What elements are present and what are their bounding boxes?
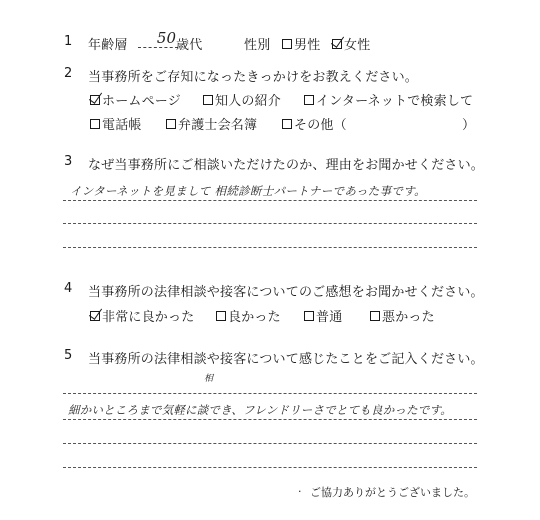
very-good-checkbox[interactable] (90, 311, 100, 321)
age-value-text: 50 (156, 29, 176, 47)
gender-option-male[interactable] (282, 34, 320, 53)
q5-answer-line-4 (63, 467, 477, 468)
good-label: 良かった (228, 310, 281, 325)
phonebook-label: 電話帳 (102, 118, 142, 133)
male-label: 男性 (294, 38, 321, 53)
q2-number: 2 (64, 66, 73, 81)
option-bad[interactable] (370, 306, 435, 325)
q3-answer-line-2 (63, 223, 477, 224)
option-good[interactable] (216, 306, 281, 325)
bar-directory-checkbox[interactable] (166, 119, 176, 129)
q5-question: 当事務所の法律相談や接客について感じたことをご記入ください。 (88, 352, 484, 367)
q2-question: 当事務所をご存知になったきっかけをお教えください。 (88, 70, 419, 85)
other-label: その他（ (294, 118, 347, 133)
acquaintance-checkbox[interactable] (203, 95, 213, 105)
other-checkbox[interactable] (282, 119, 292, 129)
female-checkbox[interactable] (332, 39, 342, 49)
homepage-label: ホームページ (102, 94, 181, 109)
age-suffix: 歳代 (176, 38, 203, 53)
q5-answer-line-3 (63, 443, 477, 444)
option-phonebook[interactable] (90, 114, 142, 133)
gender-option-female[interactable] (332, 34, 370, 53)
q3-answer: インターネットを見まして 相続診断士パートナーであった事です。 (70, 184, 426, 198)
acquaintance-label: 知人の紹介 (215, 94, 282, 109)
closing-message: ご協力ありがとうございました。 (310, 486, 475, 499)
other-close-paren: ） (462, 118, 476, 133)
option-very-good[interactable] (90, 306, 194, 325)
q3-answer-line-1 (63, 200, 477, 201)
phonebook-checkbox[interactable] (90, 119, 100, 129)
q3-answer-line-3 (63, 247, 477, 248)
q1-number: 1 (64, 34, 73, 49)
option-homepage[interactable] (90, 90, 181, 109)
gender-label: 性別 (244, 38, 271, 53)
closing-dot: . (298, 482, 302, 495)
q3-number: 3 (64, 154, 73, 169)
female-label: 女性 (344, 38, 371, 53)
q4-question: 当事務所の法律相談や接客についてのご感想をお聞かせください。 (88, 285, 484, 300)
option-average[interactable] (304, 306, 342, 325)
q5-answer: 細かいところまで気軽に談でき、フレンドリーさでとても良かったです。 (68, 403, 452, 417)
option-acquaintance[interactable] (203, 90, 281, 109)
age-label: 年齢層 (88, 38, 128, 53)
bad-checkbox[interactable] (370, 311, 380, 321)
internet-search-label: インターネットで検索して (316, 94, 474, 109)
q5-answer-line-2 (63, 419, 477, 420)
age-value (138, 29, 178, 48)
bad-label: 悪かった (382, 310, 435, 325)
q4-number: 4 (64, 281, 73, 296)
male-checkbox[interactable] (282, 39, 292, 49)
average-checkbox[interactable] (304, 311, 314, 321)
average-label: 普通 (316, 310, 343, 325)
option-other[interactable] (282, 114, 347, 133)
q5-number: 5 (64, 348, 73, 363)
q5-answer-line-1 (63, 393, 477, 394)
bar-directory-label: 弁護士会名簿 (178, 118, 258, 133)
option-internet-search[interactable] (304, 90, 473, 109)
very-good-label: 非常に良かった (102, 310, 195, 325)
q5-insertion-note: 相 (204, 374, 214, 384)
internet-search-checkbox[interactable] (304, 95, 314, 105)
q3-question: なぜ当事務所にご相談いただけたのか、理由をお聞かせください。 (88, 158, 485, 173)
option-bar-directory[interactable] (166, 114, 257, 133)
good-checkbox[interactable] (216, 311, 226, 321)
homepage-checkbox[interactable] (90, 95, 100, 105)
